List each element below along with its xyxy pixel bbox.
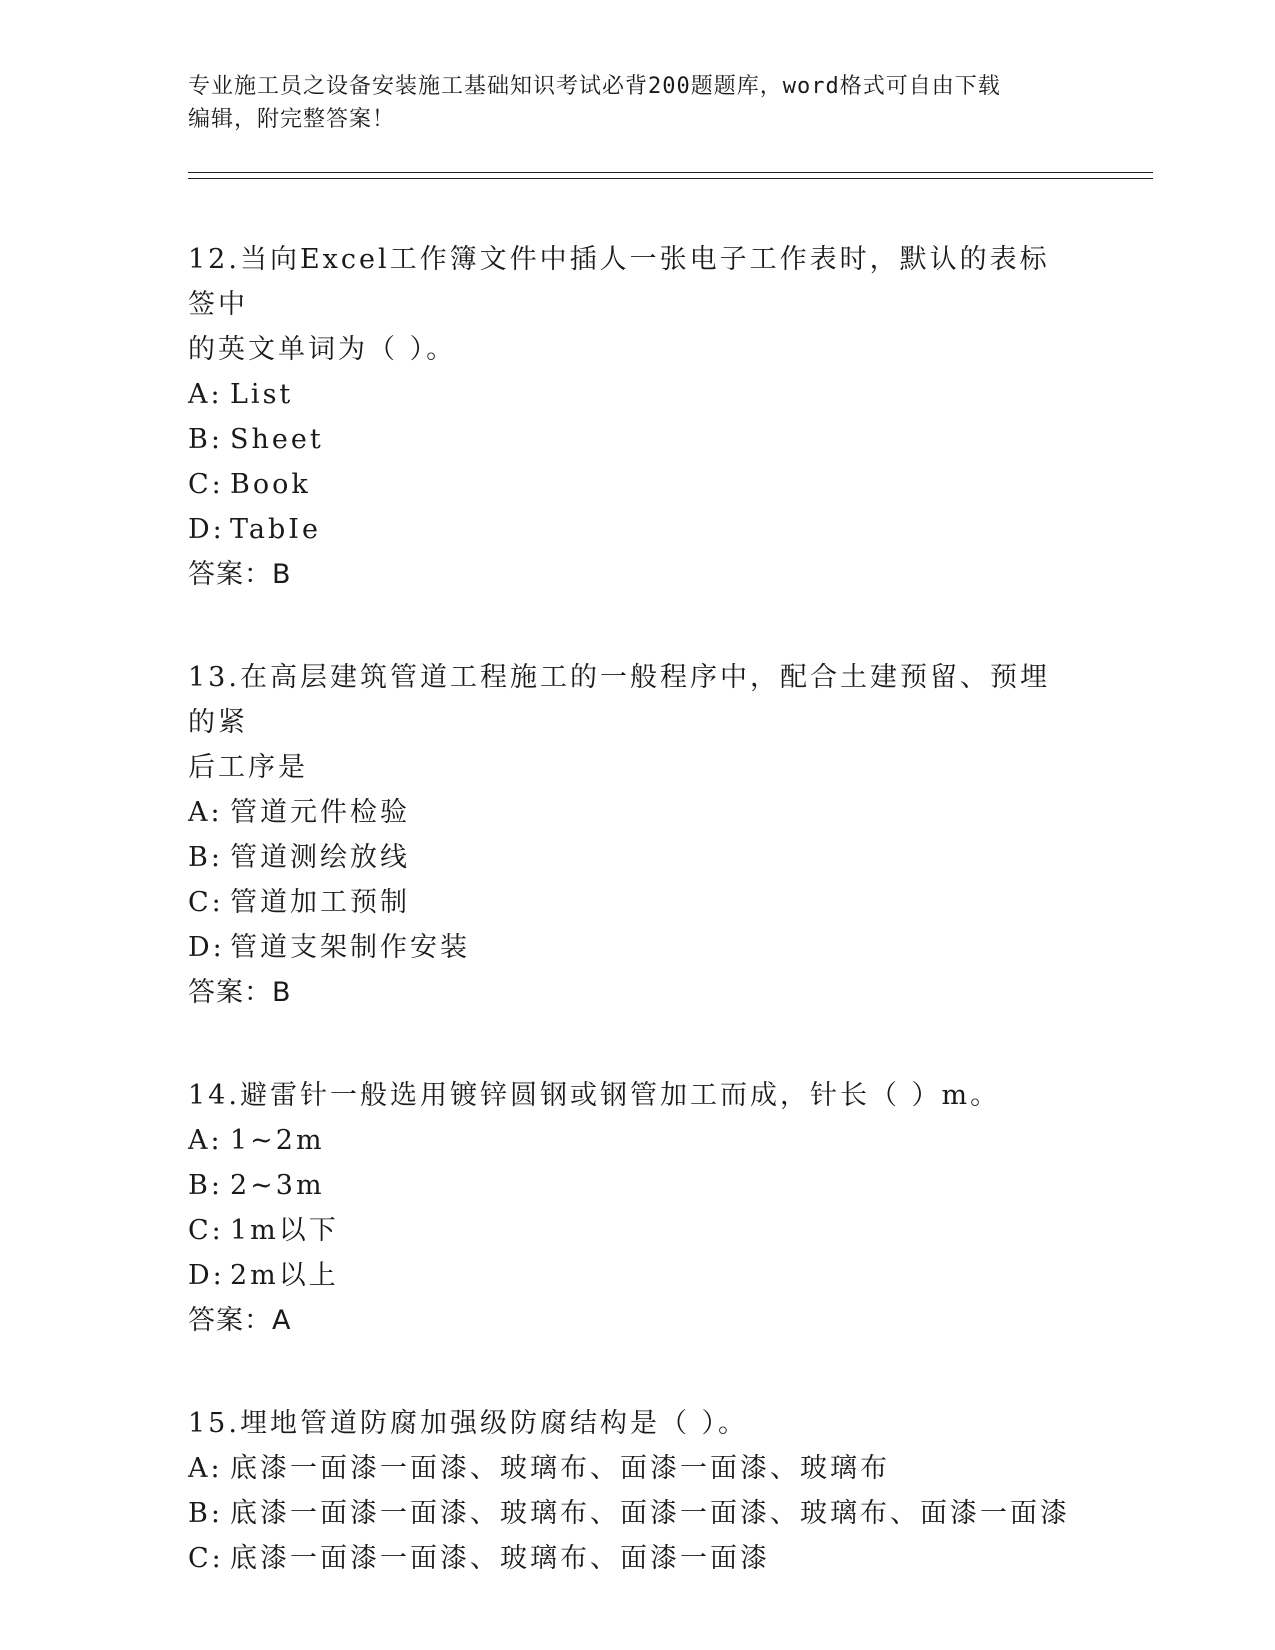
option-c [188,880,1153,925]
option-key: C: [188,1543,224,1574]
option-a [188,372,1153,417]
answer-line: 答案：B [188,977,292,1008]
option-b [188,1491,1153,1536]
option-text: 底漆一面漆一面漆、玻璃布、面漆一面漆、玻璃布、面漆一面漆 [230,1498,1070,1529]
question-14 [188,1073,1153,1343]
option-text: 管道加工预制 [230,887,410,918]
question-12 [188,237,1153,597]
option-text: 2~3m [230,1170,325,1201]
option-text: TabIe [230,514,321,545]
option-text: 管道支架制作安装 [230,932,470,963]
option-text: 2m以上 [230,1260,339,1291]
answer-line: 答案：A [188,1305,292,1336]
option-key: A: [188,1453,223,1484]
option-a [188,1118,1153,1163]
option-d [188,507,1153,552]
option-key: A: [188,797,223,828]
option-key: C: [188,1215,224,1246]
option-text: 1~2m [230,1125,325,1156]
question-stem: 14.避雷针一般选用镀锌圆钢或钢管加工而成，针长（ ）m。 [188,1080,1001,1111]
option-key: A: [188,1125,223,1156]
header-divider [188,172,1153,179]
option-key: D: [188,514,225,545]
option-c [188,462,1153,507]
option-text: Sheet [230,424,324,455]
header-line-1: 专业施工员之设备安装施工基础知识考试必背200题题库，word格式可自由下载 [188,74,1001,99]
option-d [188,1253,1153,1298]
option-key: A: [188,379,223,410]
question-stem: 15.埋地管道防腐加强级防腐结构是（ ）。 [188,1408,749,1439]
question-13 [188,655,1153,1015]
answer-line: 答案：B [188,559,292,590]
option-key: D: [188,1260,225,1291]
question-stem-cont: 的英文单词为（ ）。 [188,334,457,365]
option-key: B: [188,842,223,873]
option-b [188,835,1153,880]
option-text: 底漆一面漆一面漆、玻璃布、面漆一面漆 [230,1543,770,1574]
option-a [188,790,1153,835]
option-key: D: [188,932,225,963]
option-key: C: [188,469,224,500]
option-text: Book [230,469,311,500]
question-stem: 12.当向Excel工作簿文件中插人一张电子工作表时，默认的表标签中 [188,244,1050,320]
option-key: B: [188,424,223,455]
option-key: C: [188,887,224,918]
option-d [188,925,1153,970]
option-c [188,1208,1153,1253]
option-b [188,417,1153,462]
option-text: 底漆一面漆一面漆、玻璃布、面漆一面漆、玻璃布 [230,1453,890,1484]
header-line-2: 编辑，附完整答案！ [188,107,396,132]
option-text: 管道测绘放线 [230,842,410,873]
question-15 [188,1401,1153,1581]
option-c [188,1536,1153,1581]
option-key: B: [188,1170,223,1201]
option-text: 管道元件检验 [230,797,410,828]
option-text: 1m以下 [230,1215,339,1246]
option-key: B: [188,1498,223,1529]
option-a [188,1446,1153,1491]
question-stem-cont: 后工序是 [188,752,308,783]
option-text: List [230,379,294,410]
option-b [188,1163,1153,1208]
document-page [188,70,1153,1581]
document-header [188,70,1153,136]
question-stem: 13.在高层建筑管道工程施工的一般程序中，配合土建预留、预埋的紧 [188,662,1050,738]
